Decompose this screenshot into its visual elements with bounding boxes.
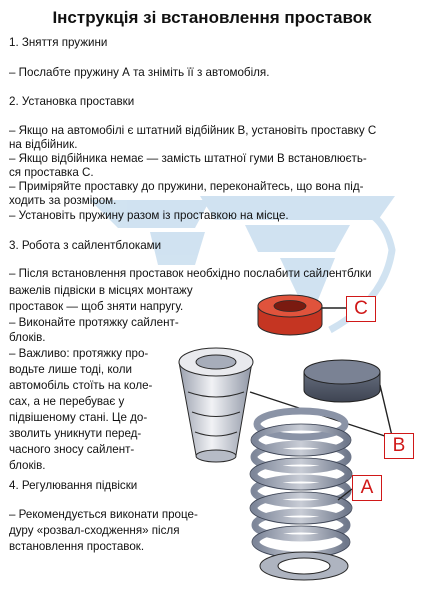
section-1-text: – Послабте пружину А та зніміть її з автомобіля.	[9, 66, 270, 79]
section-3-text: блоків.	[9, 331, 46, 344]
section-2-text: – Установіть пружину разом із проставкою на місце.	[9, 209, 289, 222]
label-c: C	[346, 296, 376, 322]
section-3-text: проставок — щоб зняти напругу.	[9, 300, 184, 313]
section-4-text: – Рекомендується виконати проце-	[9, 508, 198, 521]
spring-seat-icon	[260, 552, 348, 580]
section-4-heading: 4. Регулювання підвіски	[9, 479, 138, 492]
section-3-text: часного зносу сайлент-	[9, 443, 135, 456]
section-3-text: блоків.	[9, 459, 46, 472]
section-2-text: – Якщо на автомобілі є штатний відбійник В, установіть проставку С	[9, 124, 377, 137]
section-2-text: ся проставка С.	[9, 166, 94, 179]
section-3-text: зволить уникнути перед-	[9, 427, 142, 440]
label-a: A	[352, 475, 382, 501]
section-3-text: підвішеному стані. Це до-	[9, 411, 148, 424]
section-3-text: водьте лише тоді, коли	[9, 363, 132, 376]
bump-stop-icon	[179, 348, 253, 462]
spacer-c-icon	[258, 295, 322, 335]
section-4-text: встановлення проставок.	[9, 540, 145, 553]
section-1-heading: 1. Зняття пружини	[9, 36, 108, 49]
section-3-text: – Виконайте протяжку сайлент-	[9, 316, 179, 329]
section-2-text: на відбійник.	[9, 138, 78, 151]
section-2-text: ходить за розміром.	[9, 194, 117, 207]
section-2-heading: 2. Установка проставки	[9, 95, 135, 108]
section-2-text: – Якщо відбійника немає — замість штатної гуми В встановлюєть-	[9, 152, 367, 165]
section-3-text: автомобіль стоїть на коле-	[9, 379, 153, 392]
section-4-text: дуру «розвал-сходження» після	[9, 524, 180, 537]
section-3-text: – Після встановлення проставок необхідно послабити сайлентблки	[9, 267, 372, 280]
label-b: B	[384, 433, 414, 459]
section-3-text: важелів підвіски в місцях монтажу	[9, 284, 193, 297]
section-3-text: – Важливо: протяжку про-	[9, 347, 149, 360]
page-title: Інструкція зі встановлення проставок	[52, 8, 372, 27]
section-3-text: сах, а не перебуває у	[9, 395, 125, 408]
section-2-text: – Приміряйте проставку до пружини, переконайтесь, що вона під-	[9, 180, 364, 193]
section-3-heading: 3. Робота з сайлентблоками	[9, 239, 162, 252]
rubber-pad-b-icon	[304, 360, 380, 402]
spring-a-icon	[254, 411, 348, 555]
